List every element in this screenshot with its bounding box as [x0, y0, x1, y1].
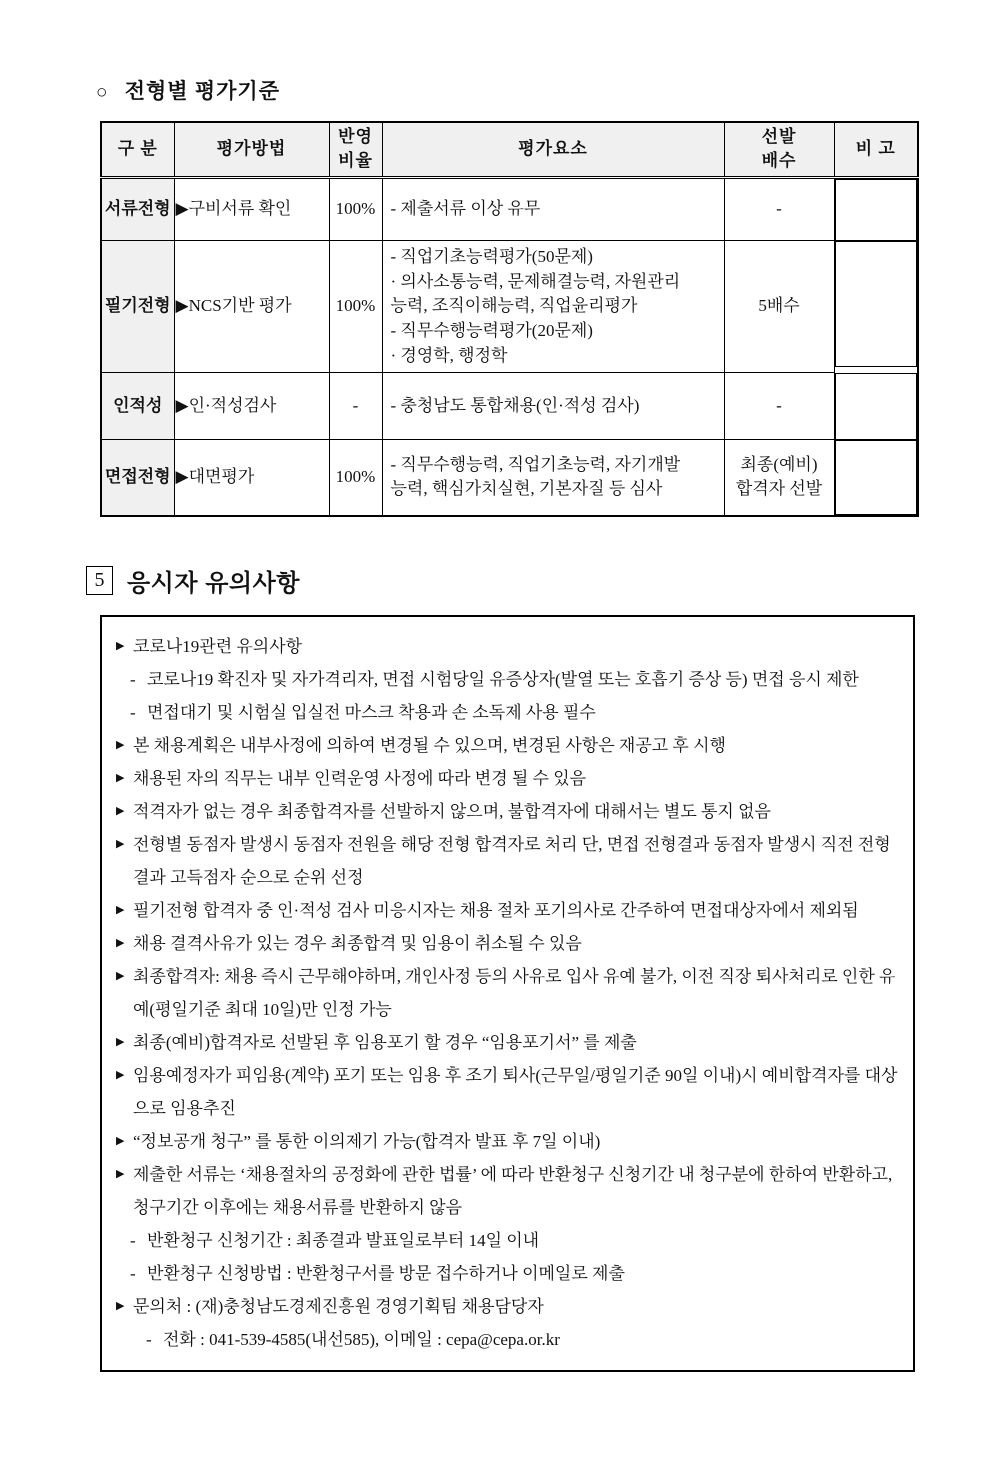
triangle-bullet-icon: ▶: [116, 969, 125, 982]
table-row-document-screening: [101, 177, 918, 241]
cell-note: [835, 179, 918, 241]
cell-note: [835, 373, 918, 440]
table-row-written-exam: [101, 241, 918, 373]
note-line: [116, 729, 901, 762]
section-number-box: 5: [86, 566, 113, 595]
note-text: 최종합격자: 채용 즉시 근무해야하며, 개인사정 등의 사유로 입사 유예 불가, 이전 직장 퇴사처리로 인한 유예(평일기준 최대 10일)만 인정 가능: [133, 966, 896, 1019]
triangle-bullet-icon: ▶: [116, 1068, 125, 1081]
header-ratio: 반영 비율: [329, 122, 382, 177]
note-text: 반환청구 신청방법 : 반환청구서를 방문 접수하거나 이메일로 제출: [147, 1263, 625, 1283]
header-note: 비 고: [834, 122, 918, 177]
cell-method: ▶구비서류 확인: [174, 177, 329, 241]
triangle-bullet-icon: ▶: [116, 903, 125, 916]
cell-ratio: 100%: [329, 440, 382, 516]
cell-category: 면접전형: [101, 440, 174, 516]
note-line: [116, 1059, 901, 1125]
cell-category: 인적성: [101, 373, 174, 440]
triangle-bullet-icon: ▶: [116, 837, 125, 850]
cell-multiple: 5배수: [724, 241, 834, 373]
note-line: [116, 1158, 901, 1224]
note-text: 면접대기 및 시험실 입실전 마스크 착용과 손 소독제 사용 필수: [147, 702, 596, 722]
note-line: [130, 1224, 901, 1257]
note-text: 임용예정자가 피임용(계약) 포기 또는 임용 후 조기 퇴사(근무일/평일기준 90일 이내)시 예비합격자를 대상으로 임용추진: [133, 1065, 898, 1118]
note-line: [116, 1290, 901, 1323]
section1-heading: [96, 75, 917, 105]
circle-bullet-icon: ○: [96, 82, 109, 103]
cell-method: ▶NCS기반 평가: [174, 241, 329, 373]
note-line: [116, 1125, 901, 1158]
cell-multiple: -: [724, 373, 834, 440]
section2-title-text: 응시자 유의사항: [127, 569, 300, 597]
note-text: 전화 : 041-539-4585(내선585), 이메일 : cepa@cepa.or.kr: [163, 1329, 560, 1349]
cell-elements: - 직업기초능력평가(50문제) · 의사소통능력, 문제해결능력, 자원관리 능력, 조직이해능력, 직업윤리평가 - 직무수행능력평가(20문제) · 경영학, 행정학: [382, 241, 724, 373]
cell-elements: - 충청남도 통합채용(인·적성 검사): [382, 373, 724, 440]
note-line: [116, 795, 901, 828]
cell-note: [835, 241, 918, 367]
dash-bullet-icon: -: [146, 1329, 152, 1349]
evaluation-criteria-table: [100, 121, 919, 517]
cell-ratio: -: [329, 373, 382, 440]
note-text: “정보공개 청구” 를 통한 이의제기 가능(합격자 발표 후 7일 이내): [133, 1131, 601, 1151]
cell-ratio: 100%: [329, 177, 382, 241]
note-line: [116, 762, 901, 795]
note-text: 제출한 서류는 ‘채용절차의 공정화에 관한 법률’ 에 따라 반환청구 신청기간 내 청구분에 한하여 반환하고, 청구기간 이후에는 채용서류를 반환하지 않음: [133, 1164, 893, 1217]
note-line: [116, 960, 901, 1026]
cell-note: [835, 440, 918, 515]
note-text: 필기전형 합격자 중 인·적성 검사 미응시자는 채용 절차 포기의사로 간주하여 면접대상자에서 제외됨: [133, 900, 859, 920]
cell-category: 서류전형: [101, 177, 174, 241]
note-line: [130, 1257, 901, 1290]
cell-multiple: 최종(예비) 합격자 선발: [724, 440, 834, 516]
header-category: 구 분: [101, 122, 174, 177]
triangle-bullet-icon: ▶: [116, 771, 125, 784]
header-elements: 평가요소: [382, 122, 724, 177]
table-row-aptitude-test: [101, 373, 918, 440]
table-header-row: [101, 122, 918, 177]
note-text: 채용된 자의 직무는 내부 인력운영 사정에 따라 변경 될 수 있음: [133, 768, 587, 788]
triangle-bullet-icon: ▶: [116, 1167, 125, 1180]
dash-bullet-icon: -: [130, 1263, 136, 1283]
triangle-bullet-icon: ▶: [116, 936, 125, 949]
section2-heading: [86, 563, 917, 598]
dash-bullet-icon: -: [130, 702, 136, 722]
document-page: [94, 75, 917, 1372]
note-text: 적격자가 없는 경우 최종합격자를 선발하지 않으며, 불합격자에 대해서는 별도 통지 없음: [133, 801, 771, 821]
table-row-interview: [101, 440, 918, 516]
note-text: 문의처 : (재)충청남도경제진흥원 경영기획팀 채용담당자: [133, 1296, 544, 1316]
note-line: [116, 1026, 901, 1059]
triangle-bullet-icon: ▶: [116, 738, 125, 751]
triangle-bullet-icon: ▶: [116, 1299, 125, 1312]
note-line: [130, 663, 901, 696]
note-text: 반환청구 신청기간 : 최종결과 발표일로부터 14일 이내: [147, 1230, 540, 1250]
cell-method: ▶인·적성검사: [174, 373, 329, 440]
note-text: 채용 결격사유가 있는 경우 최종합격 및 임용이 취소될 수 있음: [133, 933, 582, 953]
cell-multiple: -: [724, 177, 834, 241]
note-text: 본 채용계획은 내부사정에 의하여 변경될 수 있으며, 변경된 사항은 재공고 후 시행: [133, 735, 726, 755]
cell-method: ▶대면평가: [174, 440, 329, 516]
cell-elements: - 직무수행능력, 직업기초능력, 자기개발 능력, 핵심가치실현, 기본자질 등 심사: [382, 440, 724, 516]
note-line: [116, 894, 901, 927]
dash-bullet-icon: -: [130, 669, 136, 689]
cell-category: 필기전형: [101, 241, 174, 373]
cell-elements: - 제출서류 이상 유무: [382, 177, 724, 241]
header-multiple: 선발 배수: [724, 122, 834, 177]
note-text: 코로나19 확진자 및 자가격리자, 면접 시험당일 유증상자(발열 또는 호흡기 증상 등) 면접 응시 제한: [147, 669, 859, 689]
note-text: 코로나19관련 유의사항: [133, 636, 303, 656]
dash-bullet-icon: -: [130, 1230, 136, 1250]
triangle-bullet-icon: ▶: [116, 639, 125, 652]
cell-ratio: 100%: [329, 241, 382, 373]
triangle-bullet-icon: ▶: [116, 1035, 125, 1048]
header-method: 평가방법: [174, 122, 329, 177]
note-line: [116, 927, 901, 960]
note-text: 최종(예비)합격자로 선발된 후 임용포기 할 경우 “임용포기서” 를 제출: [133, 1032, 637, 1052]
triangle-bullet-icon: ▶: [116, 1134, 125, 1147]
note-line: [130, 696, 901, 729]
applicant-notes-box: [100, 615, 915, 1372]
note-text: 전형별 동점자 발생시 동점자 전원을 해당 전형 합격자로 처리 단, 면접 전형결과 동점자 발생시 직전 전형결과 고득점자 순으로 순위 선정: [133, 834, 891, 887]
note-line: [116, 630, 901, 663]
note-line: [146, 1323, 901, 1356]
section1-title-text: 전형별 평가기준: [124, 79, 280, 103]
note-line: [116, 828, 901, 894]
triangle-bullet-icon: ▶: [116, 804, 125, 817]
